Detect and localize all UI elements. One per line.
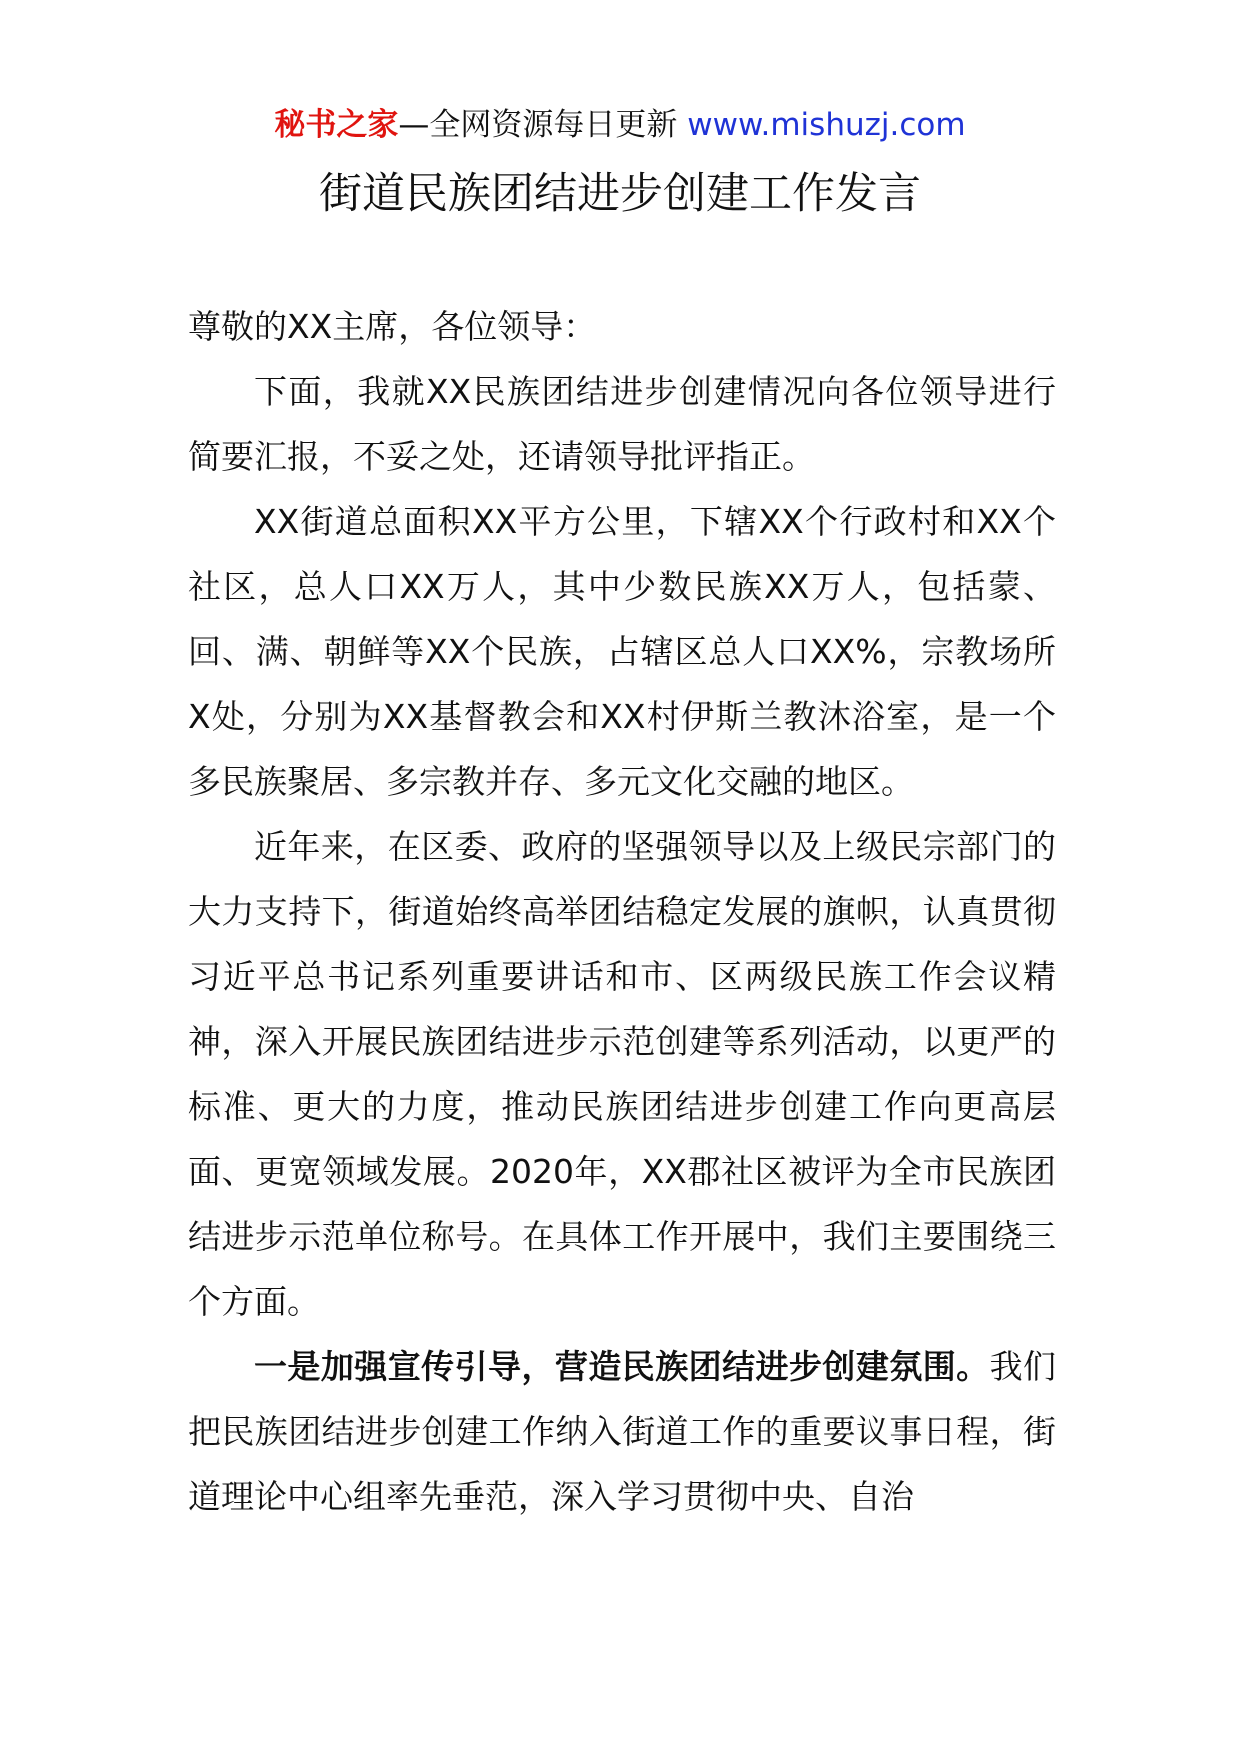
section-one-lead: 一是加强宣传引导，营造民族团结进步创建氛围。: [254, 1347, 990, 1386]
document-title: 街道民族团结进步创建工作发言: [319, 169, 921, 219]
section-one-text: 我们把民族团结进步创建工作纳入街道工作的重要议事日程，街道理论中心组率先垂范，深入学习贯彻中央、自治: [188, 1347, 1057, 1516]
site-header: [0, 102, 1240, 148]
paragraph-overview: XX街道总面积XX平方公里，下辖XX个行政村和XX个社区，总人口XX万人，其中少数民族XX万人，包括蒙、回、满、朝鲜等XX个民族，占辖区总人口XX%，宗教场所X处，分别为XX基督教会和XX村伊斯兰教沐浴室，是一个多民族聚居、多宗教并存、多元文化交融的地区。: [188, 502, 1056, 801]
paragraph-section-one: [188, 1334, 1056, 1529]
brand-name: 秘书之家: [274, 107, 399, 143]
paragraph-intro: 下面，我就XX民族团结进步创建情况向各位领导进行简要汇报，不妥之处，还请领导批评指正。: [188, 372, 1056, 476]
document-body: [188, 294, 1056, 1529]
salutation: 尊敬的XX主席，各位领导：: [188, 307, 597, 346]
site-url-link[interactable]: www.mishuzj.com: [687, 107, 966, 143]
header-slogan: —全网资源每日更新: [398, 107, 678, 143]
paragraph-achievements: 近年来，在区委、政府的坚强领导以及上级民宗部门的大力支持下，街道始终高举团结稳定发展的旗帜，认真贯彻习近平总书记系列重要讲话和市、区两级民族工作会议精神，深入开展民族团结进步示范创建等系列活动，以更严的标准、更大的力度，推动民族团结进步创建工作向更高层面、更宽领域发展。2020年，XX郡社区被评为全市民族团结进步示范单位称号。在具体工作开展中，我们主要围绕三个方面。: [188, 827, 1056, 1321]
